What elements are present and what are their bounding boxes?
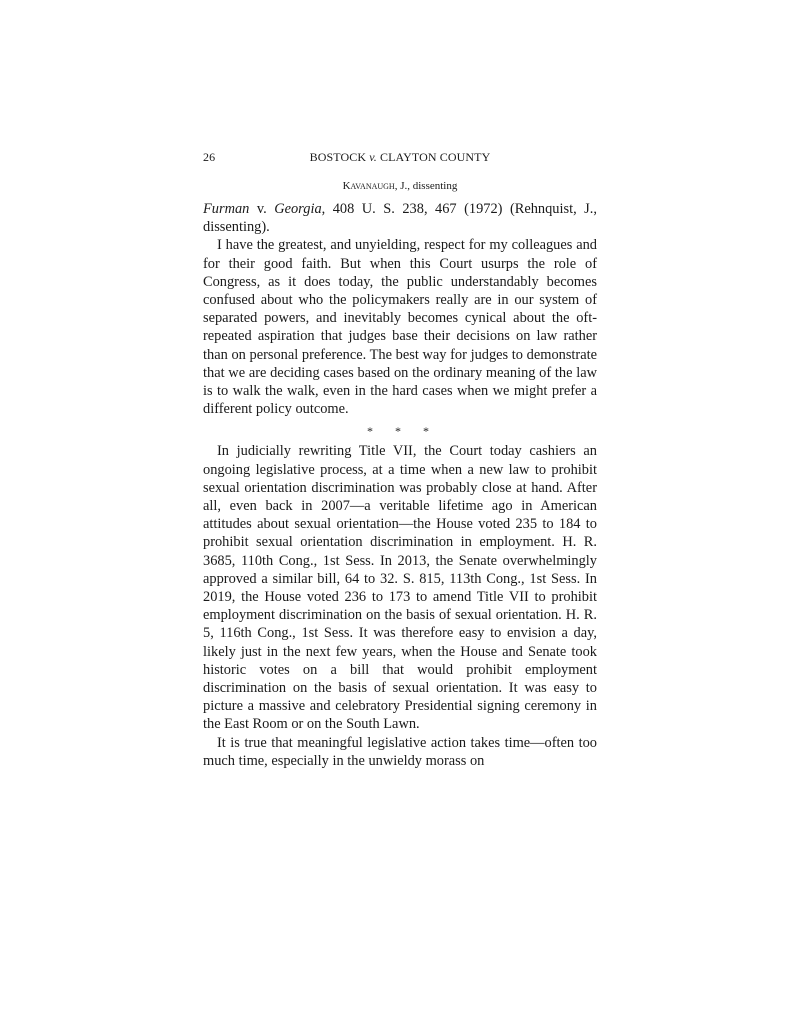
- document-page: [203, 148, 597, 770]
- page-number: 26: [203, 150, 216, 164]
- citation-versus: v.: [249, 201, 275, 217]
- paragraph-respect: I have the greatest, and unyielding, respect for my colleagues and for their good faith. But when this Court usurps the role of Congress, as it does today, the public understandably becomes confused about who the policymakers really are in our system of separated powers, and inevitably becomes cynical about the oft-repeated aspiration that judges base their decisions on law rather than on personal preference. The best way for judges to demonstrate that we are deciding cases based on the ordinary meaning of the law is to walk the walk, even in the hard cases when we might prefer a different policy outcome.: [203, 237, 597, 418]
- running-head: [203, 148, 597, 166]
- opinion-body: [203, 200, 597, 770]
- paragraph-legislative-time: It is true that meaningful legislative action takes time—often too much time, especially in the unwieldy morass on: [203, 734, 597, 769]
- opinion-author-name: Kavanaugh: [342, 180, 395, 192]
- case-title-versus: v.: [369, 150, 377, 164]
- paragraph-legislative-process: In judicially rewriting Title VII, the Court today cashiers an ongoing legislative process, at a time when a new law to prohibit sexual orientation discrimination was probably close at hand. After all, even back in 2007—a veritable lifetime ago in American attitudes about sexual orientation—the House voted 235 to 184 to prohibit sexual orientation discrimination in employment. H. R. 3685, 110th Cong., 1st Sess. In 2013, the Senate overwhelmingly approved a similar bill, 64 to 32. S. 815, 113th Cong., 1st Sess. In 2019, the House voted 236 to 173 to amend Title VII to prohibit employment discrimination on the basis of sexual orientation. H. R. 5, 116th Cong., 1st Sess. It was therefore easy to envision a day, likely just in the next few years, when the House and Senate took historic votes on a bill that would prohibit employment discrimination on the basis of sexual orientation. It was easy to picture a massive and celebratory Presidential signing ceremony in the East Room or on the South Lawn.: [203, 443, 597, 733]
- case-title: [203, 148, 597, 166]
- asterisk-1: *: [367, 424, 377, 439]
- case-title-respondent: CLAYTON COUNTY: [379, 150, 491, 164]
- citation-rest: , 408 U. S. 238, 467 (1972) (Rehnquist, J., dissenting).: [203, 201, 597, 236]
- opinion-author-suffix: , J., dissenting: [394, 180, 458, 192]
- case-title-petitioner: BOSTOCK: [309, 150, 367, 164]
- citation-case-name-1: Furman: [203, 201, 250, 217]
- citation-case-name-2: Georgia: [274, 201, 322, 217]
- section-break: [203, 422, 597, 440]
- asterisk-3: *: [423, 424, 433, 439]
- opinion-author-line: [203, 177, 597, 195]
- asterisk-2: *: [395, 424, 405, 439]
- paragraph-citation: [203, 200, 597, 236]
